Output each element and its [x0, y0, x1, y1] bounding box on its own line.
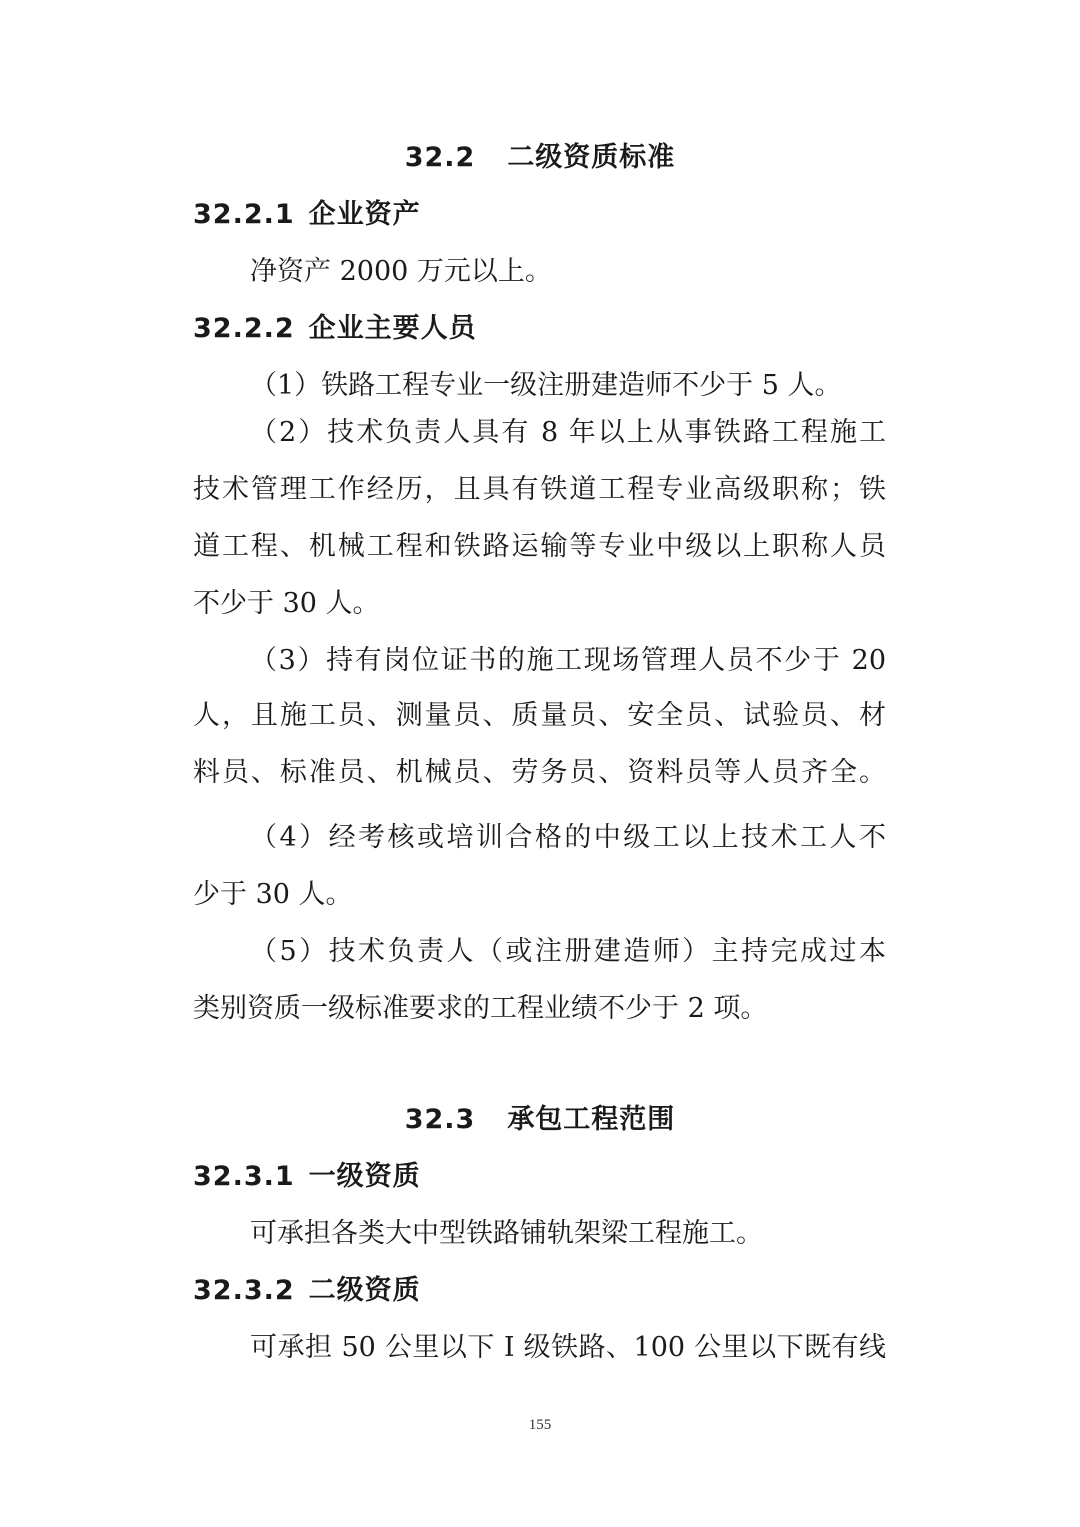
paragraph-item-3-line-1: （3）持有岗位证书的施工现场管理人员不少于 20: [250, 645, 886, 676]
paragraph-item-2-line-1: （2）技术负责人具有 8 年以上从事铁路工程施工: [250, 417, 886, 448]
paragraph-item-3-line-3: 料员、标准员、机械员、劳务员、资料员等人员齐全。: [193, 757, 886, 788]
paragraph-grade-1-scope: 可承担各类大中型铁路铺轨架梁工程施工。: [250, 1218, 763, 1249]
paragraph-net-assets: 净资产 2000 万元以上。: [250, 256, 552, 287]
paragraph-item-3-line-2: 人，且施工员、测量员、质量员、安全员、试验员、材: [193, 700, 886, 731]
subsection-heading-32-2-1: [193, 195, 421, 235]
subsection-heading-32-3-1: [193, 1157, 421, 1197]
paragraph-item-2-line-3: 道工程、机械工程和铁路运输等专业中级以上职称人员: [193, 531, 886, 562]
section-number: 32.2: [404, 142, 476, 173]
section-number: 32.3: [404, 1104, 476, 1135]
subsection-title: 一级资质: [308, 1161, 421, 1192]
subsection-number: 32.3.2: [193, 1275, 295, 1306]
paragraph-item-2-line-2: 技术管理工作经历，且具有铁道工程专业高级职称；铁: [193, 474, 886, 505]
subsection-number: 32.3.1: [193, 1161, 295, 1192]
paragraph-item-4-line-2: 少于 30 人。: [193, 879, 353, 910]
section-title: 承包工程范围: [507, 1104, 676, 1135]
paragraph-item-5-line-2: 类别资质一级标准要求的工程业绩不少于 2 项。: [193, 993, 768, 1024]
subsection-number: 32.2.1: [193, 199, 295, 230]
paragraph-item-4-line-1: （4）经考核或培训合格的中级工以上技术工人不: [250, 822, 886, 853]
paragraph-grade-2-scope: 可承担 50 公里以下 I 级铁路、100 公里以下既有线: [250, 1332, 886, 1363]
subsection-heading-32-2-2: [193, 309, 477, 349]
subsection-heading-32-3-2: [193, 1271, 421, 1311]
section-heading-32-2: [0, 138, 1080, 178]
paragraph-item-2-line-4: 不少于 30 人。: [193, 588, 380, 619]
paragraph-item-5-line-1: （5）技术负责人（或注册建造师）主持完成过本: [250, 936, 886, 967]
subsection-number: 32.2.2: [193, 313, 295, 344]
section-heading-32-3: [0, 1100, 1080, 1140]
subsection-title: 二级资质: [308, 1275, 421, 1306]
section-title: 二级资质标准: [507, 142, 676, 173]
paragraph-item-1: （1）铁路工程专业一级注册建造师不少于 5 人。: [250, 370, 842, 401]
subsection-title: 企业资产: [308, 199, 421, 230]
page-number: 155: [528, 1417, 552, 1433]
subsection-title: 企业主要人员: [308, 313, 477, 344]
